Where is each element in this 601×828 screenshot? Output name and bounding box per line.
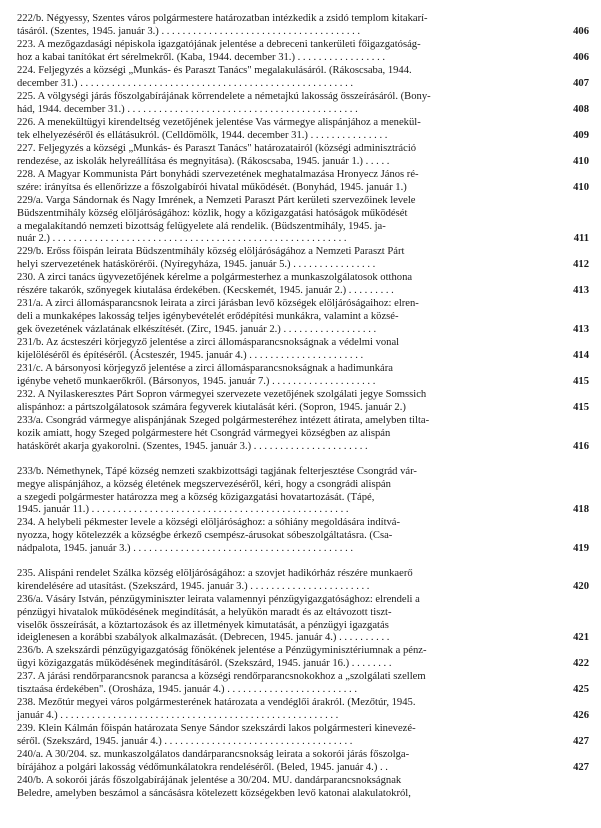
toc-entry-text (17, 65, 579, 91)
entry-line: A szekszárdi pénzügyigazgatóság főnökének jelentése a Pénzügyminisztériumnak a pénz- (45, 645, 427, 656)
toc-entry (17, 775, 579, 801)
entry-line: tek elhelyezéséről és ellátásukról. (Celldömölk, 1944. december 31.) . . . . . . . . . . . . . . . (17, 129, 388, 141)
page-number: 406 (573, 25, 589, 37)
entry-line: december 31.) . . . . . . . . . . . . . . . . . . . . . . . . . . . . . . . . . . . . . . . . . . . . . . . . . . . . (17, 77, 354, 89)
entry-line: Varga Sándornak és Nagy Imrének, a Nemzeti Paraszt Párt kerületi szervezőinek levele (45, 195, 416, 206)
entry-line: január 4.) . . . . . . . . . . . . . . . . . . . . . . . . . . . . . . . . . . . . . . . . . . . . . . . . . . . . . (17, 709, 339, 721)
entry-line: Vásáry István, pénzügyminiszter leirata valamennyi pénzügyigazgatósághoz: elrendeli a (45, 594, 420, 605)
entry-line: igénybe vehető munkaerőkről. (Bársonyos, 1945. január 7.) . . . . . . . . . . . . . . . . . . . . (17, 375, 376, 387)
entry-number: 225. (17, 91, 36, 102)
entry-number: 239. (17, 723, 36, 734)
toc-entry (17, 363, 589, 389)
toc-entry-text (17, 645, 579, 671)
toc-entry-text (17, 363, 579, 389)
toc-entry-text (17, 272, 579, 298)
toc-entry (17, 39, 589, 65)
entry-number: 229/a. (17, 195, 44, 206)
entry-line: Büdszentmihály község elöljáróságához: közlik, hogy a kőzigazgatási hatóságok működését (17, 207, 408, 219)
page-number: 407 (573, 77, 589, 89)
entry-line: Erőss főispán leirata Büdszentmihály község elöljáróságához a Nemzeti Paraszt Párt (46, 246, 405, 257)
entry-line: részére takarók, szőnyegek kiutalása érdekében. (Kecskemét, 1945. január 2.) . . . . . . . . . (17, 284, 394, 296)
toc-entry-text (17, 91, 579, 117)
entry-line: alispánhoz: a pártszolgálatosok számára fegyverek kiutalását kéri. (Sopron, 1945. január 2.) (17, 401, 406, 413)
entry-line: A Magyar Kommunista Párt bonyhádi szervezetének meghatalmazása Hronyecz János ré- (37, 169, 419, 180)
entry-number: 230. (17, 272, 36, 283)
toc-entry-text (17, 517, 579, 555)
toc-entry (17, 568, 589, 594)
toc-entry (17, 466, 589, 517)
page-number: 414 (573, 349, 589, 361)
page-number: 413 (573, 284, 589, 296)
entry-number: 232. (17, 389, 36, 400)
entry-number: 240/a. (17, 749, 44, 760)
entry-number: 233/a. (17, 415, 44, 426)
entry-number: 236/a. (17, 594, 44, 605)
entry-line: A járási rendőrparancsnok parancsa a községi rendőrparancsnokokhoz a „szolgálati szellem (37, 671, 426, 682)
entry-line: hatáskörét akarja gyakorolni. (Szentes, 1945. január 3.) . . . . . . . . . . . . . . . . . . . . . . (17, 440, 368, 452)
page-number: 425 (573, 683, 589, 695)
page-number: 408 (573, 103, 589, 115)
toc-entry-text (17, 671, 579, 697)
entry-line: A sokorói járás főszolgabírájának jelentése a 30/204. MU. dandárparancsnokságnak (45, 775, 402, 786)
toc-entry (17, 749, 589, 775)
page-number: 426 (573, 709, 589, 721)
toc-entry (17, 272, 589, 298)
entry-number: 231/a. (17, 298, 44, 309)
toc-entry-text (17, 117, 579, 143)
entry-line: A Nyilaskeresztes Párt Sopron vármegyei szervezete vezetőjének szolgálati jegye Somssich (37, 389, 427, 400)
entry-line: kirendelésére ad utasítást. (Szekszárd, 1945. január 3.) . . . . . . . . . . . . . . . . . . . . . . . (17, 580, 370, 592)
entry-number: 228. (17, 169, 36, 180)
toc-entry-text (17, 337, 579, 363)
entry-line: megye alispánjához, a község életének megszervezéséről, kéri, hogy a csongrádi alispán (17, 478, 391, 490)
entry-line: 1945. január 11.) . . . . . . . . . . . . . . . . . . . . . . . . . . . . . . . . . . . . . . . . . . . . . . . . . (17, 504, 349, 516)
page-number: 427 (573, 735, 589, 747)
entry-number: 231/c. (17, 363, 44, 374)
entry-line: szére: irányítsa és ellenőrizze a főszolgabírói hivatal működését. (Bonyhád, 1945. január 1.) (17, 181, 407, 193)
entry-number: 226. (17, 117, 36, 128)
entry-line: A völgységi járás főszolgabírájának körrendelete a németajkú lakosság összeírásáról. (Bony- (37, 91, 431, 102)
toc-entry (17, 298, 589, 336)
entry-line: nyozza, hogy kötelezzék a községbe érkező csempész-árusokat sóbeszolgáltatásra. (Csa- (17, 529, 393, 541)
entry-line: A zirci állomásparancsnok leirata a zirci járásban levő községek elöljáróságaihoz: elren- (45, 298, 419, 309)
entry-line: tisztaása érdekében". (Orosháza, 1945. január 4.) . . . . . . . . . . . . . . . . . . . . . . . . . (17, 683, 357, 695)
page-number: 422 (573, 657, 589, 669)
page-number: 410 (573, 181, 589, 193)
toc-entry (17, 645, 589, 671)
entry-line: hád, 1944. december 31.) . . . . . . . . . . . . . . . . . . . . . . . . . . . . . . . . . . . . . . . . . . . . (17, 103, 358, 115)
entry-line: A 30/204. sz. munkaszolgálatos dandárparancsnokság leirata a sokorói járás főszolga- (45, 749, 410, 760)
entry-number: 234. (17, 517, 36, 528)
toc-entry (17, 594, 589, 645)
entry-number: 231/b. (17, 337, 44, 348)
entry-line: Beledre, amelyben beszámol a sáncásásra kötelezett községekben levő katonai alakulatokról, (17, 787, 411, 799)
entry-number: 222/b. (17, 13, 44, 24)
page-number: 421 (573, 632, 589, 644)
page-number: 409 (573, 129, 589, 141)
toc-entry (17, 13, 589, 39)
toc-entry (17, 65, 589, 91)
entry-line: Mezőtúr megyei város polgármesterének határozata a vendéglői árakról. (Mezőtúr, 1945. (38, 697, 416, 708)
page-number: 427 (573, 761, 589, 773)
toc-entry-text (17, 415, 579, 453)
page-number: 413 (573, 323, 589, 335)
toc-entry (17, 91, 589, 117)
toc-entry-text (17, 389, 579, 415)
entry-number: 236/b. (17, 645, 44, 656)
page-number: 412 (573, 258, 589, 270)
entry-line: helyi szervezetének hatáskörérői. (Nyíregyháza, 1945. január 5.) . . . . . . . . . . . . . . . . (17, 258, 376, 270)
entry-number: 237. (17, 671, 36, 682)
toc-entry (17, 697, 589, 723)
toc-entry-text (17, 723, 579, 749)
entry-line: deli a munkaképes lakosság teljes igénybevételét erődépítési munkákra, valamint a közsé- (17, 310, 399, 322)
page-number: 419 (573, 542, 589, 554)
entry-line: Feljegyzés a községi „Munkás- és Paraszt Tanács" határozatairól (községi adminisztráció (38, 143, 417, 154)
toc-entry (17, 143, 589, 169)
entry-line: pénzügyi hivatalok működésének megindítását, a helyükön maradt és az eltávozott tiszt- (17, 606, 392, 618)
toc-entry-text (17, 13, 579, 39)
entry-line: hoz a kabai tanítókat ért sérelmekről. (Kaba, 1944. december 31.) . . . . . . . . . . . . . . . . . (17, 51, 386, 63)
entry-line: Némethynek, Tápé község nemzeti szakbizottsági tagjának felterjesztése Csongrád vár- (46, 466, 417, 477)
entry-line: séről. (Szekszárd, 1945. január 4.) . . . . . . . . . . . . . . . . . . . . . . . . . . . . . . . . . . . . (17, 735, 353, 747)
toc-entry-text (17, 594, 579, 645)
entry-line: Feljegyzés a községi „Munkás- és Paraszt Tanács" megalakulásáról. (Rákoscsaba, 1944. (38, 65, 412, 76)
entry-line: Négyessy, Szentes város polgármestere határozatban intézkedik a zsidó templom kitakarí- (46, 13, 428, 24)
entry-line: ideiglenesen a korábbi szabályok alkalmazását. (Debrecen, 1945. január 4.) . . . . . . . . . . (17, 632, 390, 644)
entry-line: ügyi közigazgatás működésének megindításáról. (Szekszárd, 1945. január 16.) . . . . . . . . (17, 657, 392, 669)
toc-entry-text (17, 697, 579, 723)
entry-line: A mezőgazdasági népiskola igazgatójának jelentése a debreceni tankerületi főigazgatóság- (37, 39, 421, 50)
page-number: 420 (573, 580, 589, 592)
page-number: 415 (573, 401, 589, 413)
entry-line: Az ácsteszéri körjegyző jelentése a zirci állomásparancsnokságnak a védelmi vonal (45, 337, 400, 348)
entry-line: A bársonyosi körjegyző jelentése a zirci állomásparancsnokságnak a hadimunkára (45, 363, 393, 374)
entry-line: kozik amiatt, hogy Szeged polgármestere hét Csongrád vármegyei községben az alispán (17, 427, 391, 439)
entry-line: rendezése, az iskolák helyreállítása és megnyitása). (Rákoscsaba, 1945. január 1.) . . . . . (17, 155, 390, 167)
entry-line: A menekültügyi kirendeltség vezetőjének jelentése Vas vármegye alispánjához a menekül- (37, 117, 421, 128)
entry-line: A helybeli pékmester levele a községi elöljárósághoz: a sóhiány megoldására indítvá- (37, 517, 401, 528)
entry-number: 235. (17, 568, 36, 579)
entry-number: 238. (17, 697, 36, 708)
toc-entry-text (17, 749, 579, 775)
entry-line: kijelöléséről és építéséről. (Ácsteszér, 1945. január 4.) . . . . . . . . . . . . . . . . . . . . . . (17, 349, 364, 361)
toc-entry-text (17, 169, 579, 195)
entry-line: viselők összeírását, a köztartozások és az illetmények kimutatását, a pénzügyi igazgatás (17, 619, 389, 631)
entry-line: A zirci tanács ügyvezetőjének kérelme a polgármesterhez a munkaszolgálatosok otthona (37, 272, 413, 283)
entry-number: 223. (17, 39, 36, 50)
page-number: 418 (573, 504, 589, 516)
entry-number: 227. (17, 143, 36, 154)
toc-entry (17, 415, 589, 453)
entry-number: 233/b. (17, 466, 44, 477)
toc-entry-text (17, 775, 579, 801)
page-number: 415 (573, 375, 589, 387)
toc-entry-text (17, 568, 579, 594)
toc-entry (17, 169, 589, 195)
entry-line: Csongrád vármegye alispánjának Szeged polgármesteréhez intézett átirata, amelyben tilta- (45, 415, 430, 426)
toc-entry-text (17, 195, 579, 246)
entry-line: a megalakítandó nemzeti bizottság felügyelete alá rendelik. (Büdszentmihály, 1945. ja- (17, 220, 386, 232)
entry-line: Klein Kálmán főispán határozata Senye Sándor szekszárdi lakos polgármesteri kinevezé- (38, 723, 416, 734)
entry-line: Alispáni rendelet Szálka község elöljáróságához: a szovjet hadikórház részére munkaerő (37, 568, 413, 579)
page-number: 416 (573, 440, 589, 452)
toc-entry (17, 389, 589, 415)
entry-line: bírájához a polgári lakosság védőmunkálatokra rendeléséről. (Beled, 1945. január 4.) . . (17, 761, 388, 773)
entry-number: 240/b. (17, 775, 44, 786)
entry-line: a szegedi polgármester határozza meg a község közigazgatási hovatartozását. (Tápé, (17, 491, 375, 503)
entry-line: nuár 2.) . . . . . . . . . . . . . . . . . . . . . . . . . . . . . . . . . . . . . . . . . . . . . . . . . . . . . . . . (17, 233, 347, 245)
entry-number: 224. (17, 65, 36, 76)
toc-entry (17, 517, 589, 555)
page-number: 406 (573, 51, 589, 63)
entry-number: 229/b. (17, 246, 44, 257)
toc-entry-text (17, 143, 579, 169)
entry-line: tásáról. (Szentes, 1945. január 3.) . . . . . . . . . . . . . . . . . . . . . . . . . . . . . . . . . . . . . . (17, 25, 361, 37)
toc-entry (17, 337, 589, 363)
toc-entry (17, 195, 589, 246)
toc-entry-text (17, 39, 579, 65)
toc-entry-text (17, 466, 579, 517)
toc-entry (17, 671, 589, 697)
toc-entry-text (17, 298, 579, 336)
page-number: 411 (573, 233, 589, 245)
page-number: 410 (573, 155, 589, 167)
toc-entry (17, 723, 589, 749)
toc-entry (17, 246, 589, 272)
entry-line: nádpalota, 1945. január 3.) . . . . . . . . . . . . . . . . . . . . . . . . . . . . . . . . . . . . . . . . . . (17, 542, 354, 554)
toc-entry (17, 117, 589, 143)
toc-entry-text (17, 246, 579, 272)
entry-line: gek övezetének vázlatának elkészítését. (Zirc, 1945. január 2.) . . . . . . . . . . . . . . . . . . (17, 323, 377, 335)
